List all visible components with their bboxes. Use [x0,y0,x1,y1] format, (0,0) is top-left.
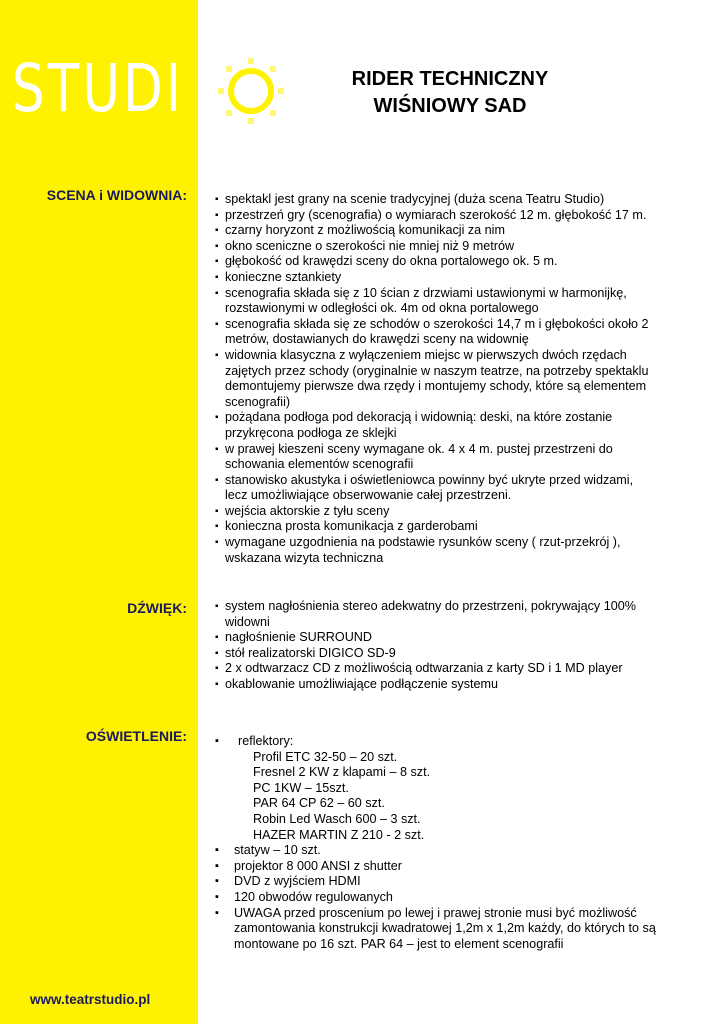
studio-logo [12,48,282,130]
list-item: Profil ETC 32-50 – 20 szt. [253,749,398,764]
list-item: PC 1KW – 15szt. [253,780,349,795]
list-item: ▪ w prawej kieszeni sceny wymagane ok. 4 x 4 m. pustej przestrzeni do schowania elementów scenografii [215,442,655,473]
list-item: Fresnel 2 KW z klapami – 8 szt. [253,765,431,780]
list-item: ▪ stanowisko akustyka i oświetleniowca powinny być ukryte przed widzami, lecz umożliwiające obserwowanie całej przestrzeni. [215,473,655,504]
list-item: ▪ pożądana podłoga pod dekoracją i widownią: deski, na które zostanie przykręcona podłoga ze sklejki [215,410,655,441]
section-label-oswietlenie: OŚWIETLENIE: [85,728,187,744]
list-item: ▪ okablowanie umożliwiające podłączenie systemu [215,677,655,693]
list-item: PAR 64 CP 62 – 60 szt. [253,796,385,811]
list-item: HAZER MARTIN Z 210 - 2 szt. [253,827,425,842]
list-item: ▪ system nagłośnienia stereo adekwatny do przestrzeni, pokrywający 100% widowni [215,599,655,630]
section-label-dzwiek: DŹWIĘK: [127,600,187,616]
list-item: ▪ konieczna prosta komunikacja z garderobami [215,519,655,535]
dzwiek-list [215,599,655,693]
list-item: ▪ scenografia składa się ze schodów o szerokości 14,7 m i głębokości około 2 metrów, dostawianych do krawędzi sceny na widownię [215,317,655,348]
list-item: ▪ statyw – 10 szt. [215,843,675,859]
list-item: ▪ spektakl jest grany na scenie tradycyjnej (duża scena Teatru Studio) [215,192,655,208]
section-label-scena: SCENA i WIDOWNIA: [46,187,187,203]
reflectors-list [234,750,675,844]
list-item: ▪ projektor 8 000 ANSI z shutter [215,859,675,875]
list-item: ▪ okno sceniczne o szerokości nie mniej niż 9 metrów [215,239,655,255]
scena-list [215,192,655,566]
title-line-1: RIDER TECHNICZNY [351,68,549,90]
logo-o-ornament-icon [212,52,290,130]
list-item [215,734,675,843]
list-item: ▪ czarny horyzont z możliwością komunikacji za nim [215,223,655,239]
list-item: ▪ UWAGA przed proscenium po lewej i prawej stronie musi być możliwość zamontowania konstrukcji kwadratowej 1,2m x 1,2m każdy, do których to są montowane po 16 szt. PAR 64 – jest to element scenografii [215,906,675,953]
list-item: ▪ wejścia aktorskie z tyłu sceny [215,504,655,520]
list-item: ▪ wymagane uzgodnienia na podstawie rysunków sceny ( rzut-przekrój ), wskazana wizyta techniczna [215,535,655,566]
document-title [300,66,600,120]
list-item: ▪ scenografia składa się z 10 ścian z drzwiami ustawionymi w harmonijkę, rozstawionymi w odległości ok. 4m od okna portalowego [215,286,655,317]
list-item: ▪ widownia klasyczna z wyłączeniem miejsc w pierwszych dwóch rzędach zajętych przez schody (oryginalnie w naszym teatrze, na potrzeby spektaklu demontujemy pierwsze dwa rzędy i montujemy schody, które są elementem scenografii) [215,348,655,410]
list-item: ▪ DVD z wyjściem HDMI [215,874,675,890]
yellow-sidebar [0,0,198,1024]
list-item: ▪ głębokość od krawędzi sceny do okna portalowego ok. 5 m. [215,254,655,270]
logo-wordmark: STUDI [12,50,185,127]
title-line-2: WIŚNIOWY SAD [373,95,527,117]
list-item: ▪ konieczne sztankiety [215,270,655,286]
oswietlenie-list [215,734,675,952]
list-item: Robin Led Wasch 600 – 3 szt. [253,811,421,826]
footer-url[interactable]: www.teatrstudio.pl [30,992,151,1007]
list-item: ▪ 2 x odtwarzacz CD z możliwością odtwarzania z karty SD i 1 MD player [215,661,655,677]
list-item: ▪ przestrzeń gry (scenografia) o wymiarach szerokość 12 m. głębokość 17 m. [215,208,655,224]
list-item: ▪ 120 obwodów regulowanych [215,890,675,906]
reflectors-label: reflektory: [238,734,294,748]
list-item: ▪ stół realizatorski DIGICO SD-9 [215,646,655,662]
list-item: ▪ nagłośnienie SURROUND [215,630,655,646]
